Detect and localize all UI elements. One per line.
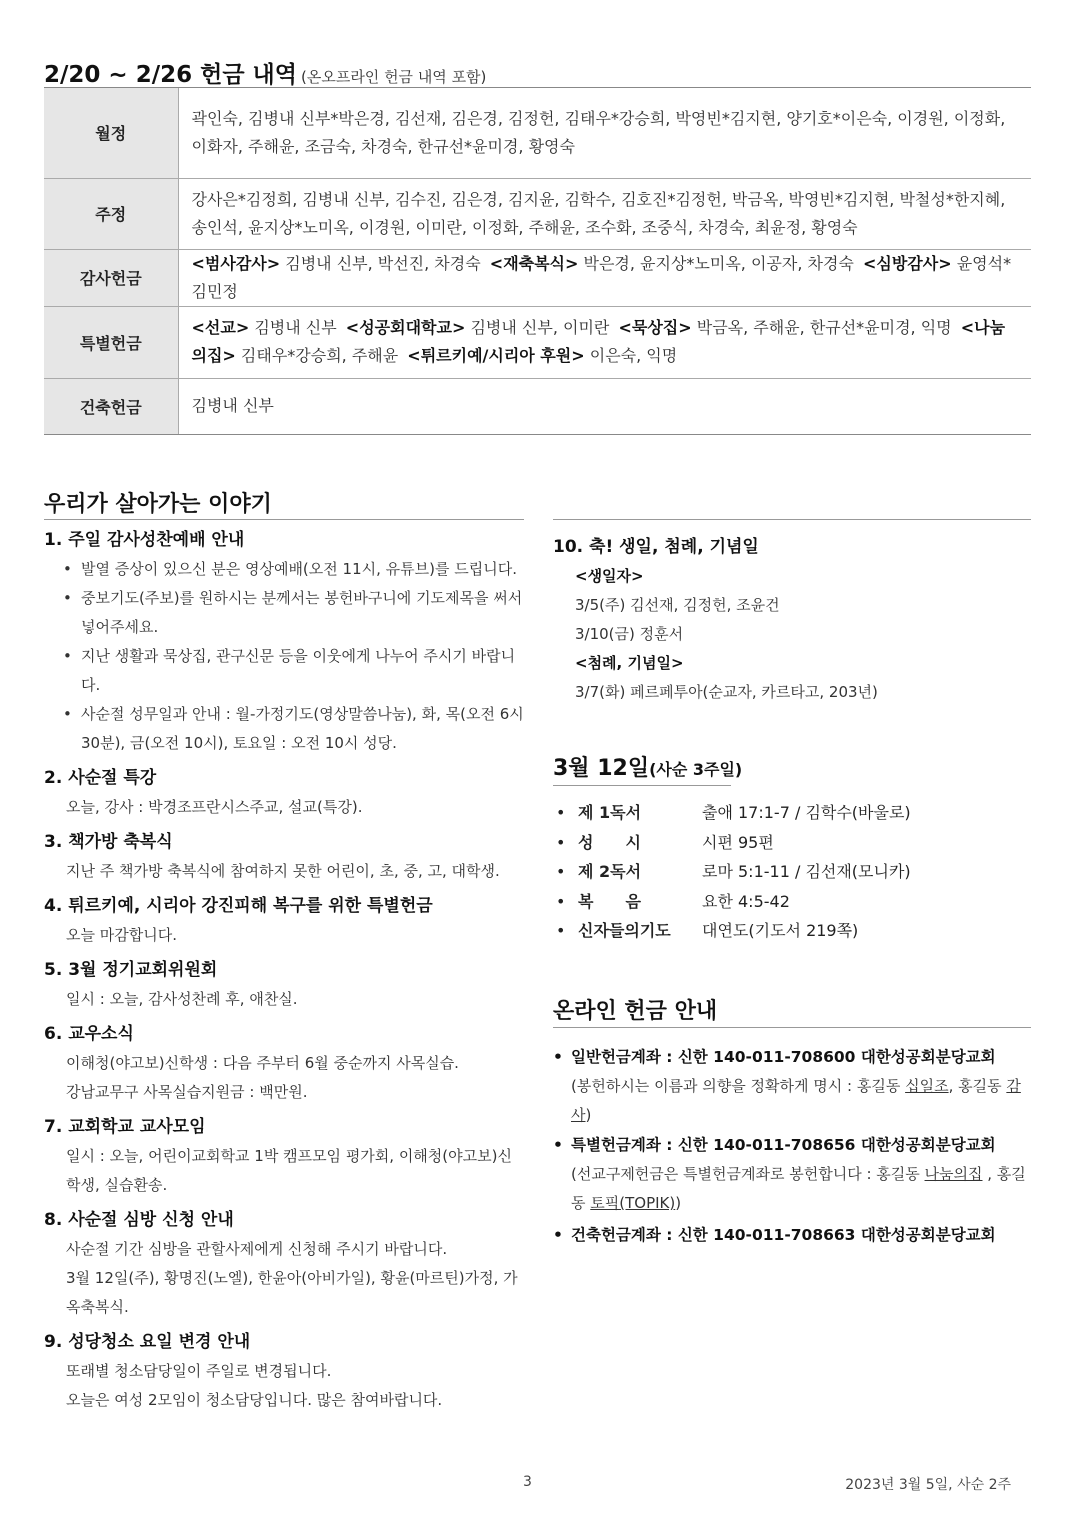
next-sunday-divider <box>553 785 731 786</box>
bullet-icon: • <box>556 803 566 822</box>
page-subtitle: (온오프라인 헌금 내역 포함) <box>301 68 487 86</box>
story-line: 오늘 마감합니다. <box>66 926 177 944</box>
page-number: 3 <box>523 1474 532 1490</box>
category-cell: 월정 <box>44 88 178 178</box>
names-cell: 곽인숙, 김병내 신부*박은경, 김선재, 김은경, 김정헌, 김태우*강승희, 박영빈*김지현, 양기호*이은숙, 이경원, 이정화, 이화자, 주해윤, 조금숙, 차경숙, 한규선*윤미경, 황영숙 <box>178 88 1031 178</box>
offering-names: 김병내 신부 <box>254 318 337 337</box>
bullet-icon: • <box>556 832 566 852</box>
bullet-item: • 발열 증상이 있으신 분은 영상예배(오전 11시, 유튜브)를 드립니다. <box>44 555 524 584</box>
table-row-weekly <box>44 178 1031 249</box>
bullet-icon: • <box>556 891 566 911</box>
note-text: (봉헌하시는 이름과 의향을 정확하게 명시 : 홍길동 <box>571 1077 906 1095</box>
category-cell: 특별헌금 <box>44 306 178 378</box>
next-sunday-suffix: (사순 3주일) <box>649 760 743 779</box>
story-title: 2. 사순절 특강 <box>44 768 157 788</box>
reading-row <box>556 798 911 828</box>
reading-label: 신자들의기도 <box>578 921 671 940</box>
note-text: , 홍길동 <box>571 1165 1026 1212</box>
offering-tag: <성공회대학교> <box>345 318 466 337</box>
story-item <box>44 1020 524 1107</box>
story-item <box>44 1206 524 1322</box>
offering-tag: <범사감사> <box>191 253 281 273</box>
online-divider <box>553 1027 1031 1028</box>
online-title: 온라인 헌금 안내 <box>553 999 718 1024</box>
story-line: 오늘, 강사 : 박경조프란시스주교, 설교(특강). <box>66 798 363 816</box>
story-title: 6. 교우소식 <box>44 1024 134 1044</box>
story-line: 3월 12일(주), 황명진(노엘), 한윤아(아비가일), 황윤(마르틴)가정, 가옥축복식. <box>66 1269 518 1316</box>
offering-tag: <재축복식> <box>489 253 579 273</box>
stories-divider <box>44 519 524 520</box>
reading-row <box>556 916 911 946</box>
special-note <box>553 1160 1031 1218</box>
story-line: 일시 : 오늘, 어린이교회학교 1박 캠프모임 평가회, 이해청(야고보)신학생, 실습환송. <box>66 1147 512 1194</box>
story-line: 오늘은 여성 2모임이 청소담당입니다. 많은 참여바랍니다. <box>66 1391 443 1409</box>
story-title: 4. 튀르키예, 시리아 강진피해 복구를 위한 특별헌금 <box>44 896 433 916</box>
reading-label: 복 음 <box>578 891 641 911</box>
note-underlined: 토픽(TOPIK) <box>590 1194 676 1212</box>
reading-value: 시편 95편 <box>702 832 774 852</box>
story-bullets <box>44 555 524 758</box>
birthday-line: 3/5(주) 김선재, 김정헌, 조윤건 <box>575 596 780 614</box>
footer-date: 2023년 3월 5일, 사순 2주 <box>845 1477 1011 1493</box>
story-title: 5. 3월 정기교회위원회 <box>44 960 218 980</box>
offering-table <box>44 88 1031 435</box>
story-title: 9. 성당청소 요일 변경 안내 <box>44 1332 251 1352</box>
story-title: 3. 책가방 축복식 <box>44 832 173 852</box>
story-title: 8. 사순절 심방 신청 안내 <box>44 1210 234 1230</box>
table-row-monthly <box>44 88 1031 178</box>
offering-names: 박은경, 윤지상*노미옥, 이공자, 차경숙 <box>583 253 854 273</box>
reading-value: 출애 17:1-7 / 김학수(바울로) <box>702 803 911 822</box>
offering-names: 김병내 신부, 이미란 <box>470 318 610 337</box>
names-cell <box>178 249 1031 306</box>
offering-tag: <나눔의집> <box>191 318 1006 365</box>
page-title <box>44 56 486 89</box>
bullet-item: • 지난 생활과 묵상집, 관구신문 등을 이웃에게 나누어 주시기 바랍니다. <box>44 642 524 700</box>
next-sunday-title <box>553 751 742 782</box>
story-line: 사순절 기간 심방을 관할사제에게 신청해 주시기 바랍니다. <box>66 1240 448 1258</box>
story-line: 지난 주 책가방 축복식에 참여하지 못한 어린이, 초, 중, 고, 대학생. <box>66 862 500 880</box>
bullet-icon: • <box>556 862 566 881</box>
online-section <box>553 1042 1031 1250</box>
note-text: (선교구제헌금은 특별헌금계좌로 봉헌합니다 : 홍길동 <box>571 1165 925 1183</box>
note-underlined: 감사 <box>571 1077 1021 1124</box>
reading-label: 제 2독서 <box>578 862 642 881</box>
building-account: • 건축헌금계좌 : 신한 140-011-708663 대한성공회분당교회 <box>553 1220 1031 1250</box>
story-item <box>44 892 524 950</box>
story-line: 강남교무구 사목실습지원금 : 백만원. <box>66 1083 308 1101</box>
reading-value: 요한 4:5-42 <box>702 891 790 911</box>
feast-label: <첨례, 기념일> <box>575 654 684 672</box>
names-cell: 김병내 신부 <box>178 378 1031 434</box>
reading-row <box>556 857 911 887</box>
story-title: 1. 주일 감사성찬예배 안내 <box>44 530 245 550</box>
offering-tag: <튀르키예/시리아 후원> <box>407 346 585 365</box>
story-line: 일시 : 오늘, 감사성찬례 후, 애찬실. <box>66 990 298 1008</box>
offering-names: 김병내 신부, 박선진, 차경숙 <box>285 253 481 273</box>
stories-list <box>44 526 524 1421</box>
birthday-label: <생일자> <box>575 567 644 585</box>
offering-names: 이은숙, 익명 <box>589 346 678 365</box>
general-note <box>553 1072 1031 1130</box>
table-row-building <box>44 378 1031 434</box>
note-underlined: 십일조 <box>905 1077 949 1095</box>
note-text: ) <box>675 1194 682 1212</box>
offering-names: 김태우*강승희, 주해윤 <box>240 346 399 365</box>
names-cell <box>178 306 1031 378</box>
celebration-section <box>553 532 1031 707</box>
stories-title: 우리가 살아가는 이야기 <box>44 492 272 517</box>
special-account: • 특별헌금계좌 : 신한 140-011-708656 대한성공회분당교회 <box>553 1130 1031 1160</box>
names-cell: 강사은*김정희, 김병내 신부, 김수진, 김은경, 김지윤, 김학수, 김호진*김정헌, 박금옥, 박영빈*김지현, 박철성*한지혜, 송인석, 윤지상*노미옥, 이경원, 이미란, 이정화, 주해윤, 조수화, 조중식, 차경숙, 최윤정, 황영숙 <box>178 178 1031 249</box>
page-title-text: 2/20 ~ 2/26 헌금 내역 <box>44 62 297 88</box>
bullet-item: • 중보기도(주보)를 원하시는 분께서는 봉헌바구니에 기도제목을 써서 넣어주세요. <box>44 584 524 642</box>
category-cell: 주정 <box>44 178 178 249</box>
right-divider <box>553 519 1031 520</box>
offering-names: 윤영석*김민정 <box>191 253 1012 301</box>
note-text: ) <box>585 1106 592 1124</box>
story-item <box>44 956 524 1014</box>
offering-tag: <심방감사> <box>862 253 952 273</box>
offering-tag: <묵상집> <box>618 318 692 337</box>
note-text: , 홍길동 <box>948 1077 1007 1095</box>
birthday-line: 3/10(금) 정훈서 <box>575 625 684 643</box>
story-line: 또래별 청소담당일이 주일로 변경됩니다. <box>66 1362 332 1380</box>
next-sunday-date: 3월 12일 <box>553 756 650 781</box>
reading-label: 성 시 <box>578 832 641 852</box>
story-item <box>44 1328 524 1415</box>
reading-value: 대연도(기도서 219쪽) <box>702 921 859 940</box>
story-item <box>44 1113 524 1200</box>
bullet-item: • 사순절 성무일과 안내 : 월-가정기도(영상말씀나눔), 화, 목(오전 6시 30분), 금(오전 10시), 토요일 : 오전 10시 성당. <box>44 700 524 758</box>
reading-row <box>556 828 911 858</box>
reading-row <box>556 887 911 917</box>
offering-tag: <선교> <box>191 318 250 337</box>
general-account: • 일반헌금계좌 : 신한 140-011-708600 대한성공회분당교회 <box>553 1042 1031 1072</box>
story-item <box>44 526 524 758</box>
story-line: 이해청(야고보)신학생 : 다음 주부터 6월 중순까지 사목실습. <box>66 1054 459 1072</box>
note-underlined: 나눔의집 <box>924 1165 983 1183</box>
category-cell: 감사헌금 <box>44 249 178 306</box>
celebration-title: 10. 축! 생일, 첨례, 기념일 <box>553 537 759 557</box>
story-item <box>44 764 524 822</box>
feast-line: 3/7(화) 페르페투아(순교자, 카르타고, 203년) <box>575 683 878 701</box>
readings-table <box>556 798 911 946</box>
bullet-icon: • <box>556 921 566 940</box>
table-row-special <box>44 306 1031 378</box>
story-title: 7. 교회학교 교사모임 <box>44 1117 206 1137</box>
reading-label: 제 1독서 <box>578 803 642 822</box>
story-item <box>44 828 524 886</box>
table-row-thanks <box>44 249 1031 306</box>
offering-names: 박금옥, 주해윤, 한규선*윤미경, 익명 <box>696 318 952 337</box>
reading-value: 로마 5:1-11 / 김선재(모니카) <box>702 862 911 881</box>
category-cell: 건축헌금 <box>44 378 178 434</box>
